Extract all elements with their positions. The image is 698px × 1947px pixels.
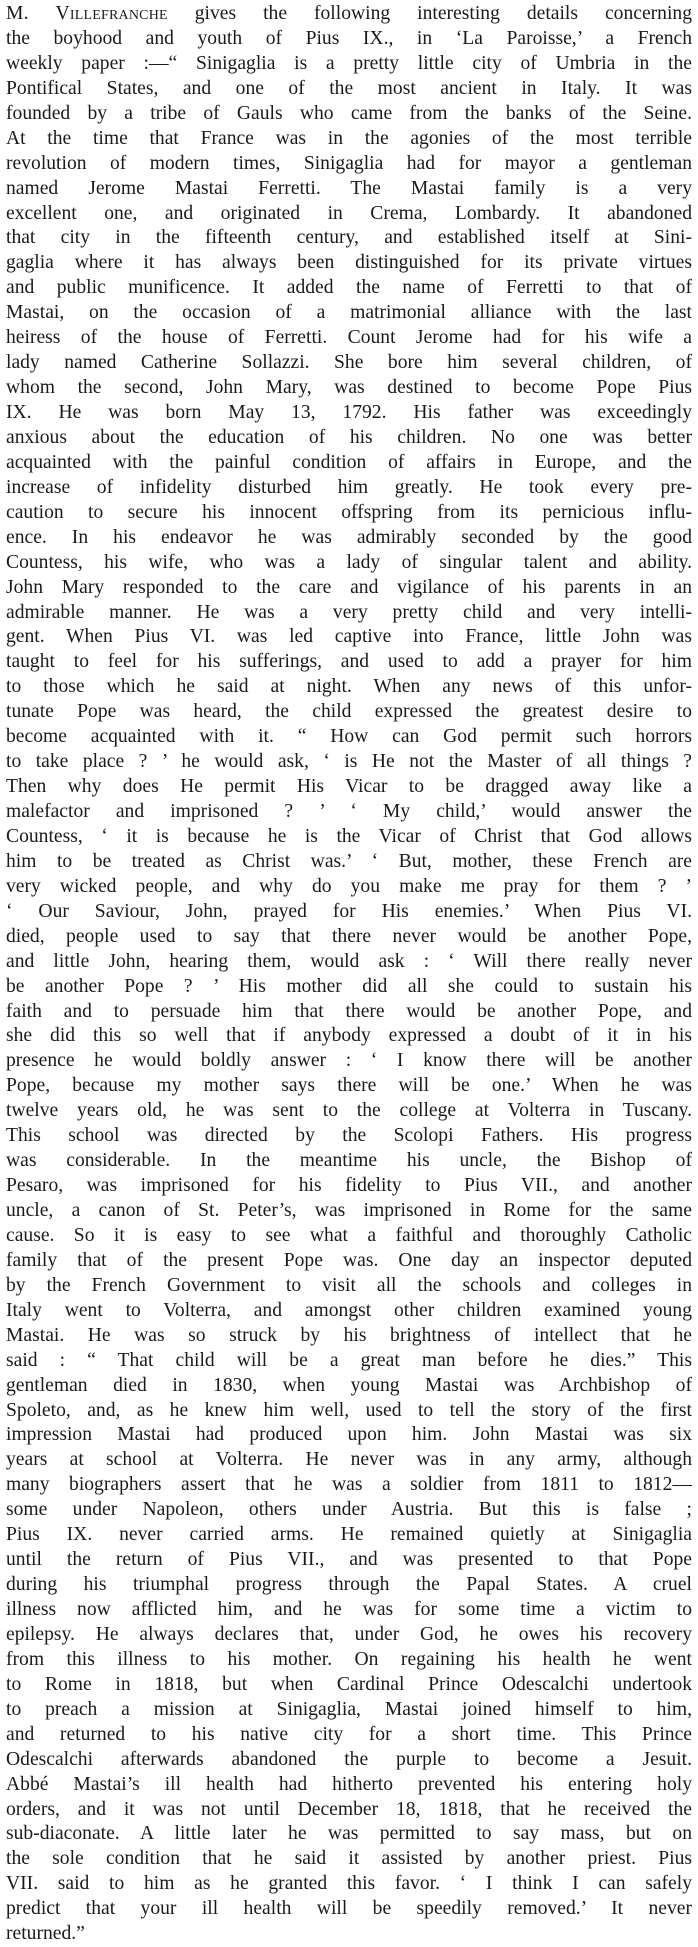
text-line: Pontifical States, and one of the most ancient in Italy. It was <box>6 77 692 99</box>
text-line: revolution of modern times, Sinigaglia had for mayor a gentleman <box>6 152 692 174</box>
text-line: during his triumphal progress through the Papal States. A cruel <box>6 1574 692 1596</box>
text-line: twelve years old, he was sent to the college at Volterra in Tuscany. <box>6 1100 692 1122</box>
text-line: him to be treated as Christ was.’ ‘ But, mother, these French are <box>6 850 692 872</box>
text-line: Pope, because my mother says there will be one.’ When he was <box>6 1075 692 1097</box>
text-line: orders, and it was not until December 18, 1818, that he received the <box>6 1798 692 1820</box>
text-line: to take place ? ’ he would ask, ‘ is He not the Master of all things ? <box>6 751 692 773</box>
text-line: acquainted with the painful condition of affairs in Europe, and the <box>6 451 692 473</box>
text-line: increase of infidelity disturbed him greatly. He took every pre- <box>6 476 692 498</box>
text-line: weekly paper :—“ Sinigaglia is a pretty little city of Umbria in the <box>6 52 692 74</box>
text-line: Abbé Mastai’s ill health had hitherto prevented his entering holy <box>6 1773 692 1795</box>
text-line: anxious about the education of his children. No one was better <box>6 426 692 448</box>
text-line: become acquainted with it. “ How can God permit such horrors <box>6 726 692 748</box>
text-line: family that of the present Pope was. One day an inspector deputed <box>6 1249 692 1271</box>
opening-name: M. Villefranche <box>6 3 168 24</box>
text-line: ‘ Our Saviour, John, prayed for His enemies.’ When Pius VI. <box>6 900 692 922</box>
text-line: returned.” <box>6 1923 85 1945</box>
text-line: epilepsy. He always declares that, under God, he owes his recovery <box>6 1623 692 1645</box>
text-line: This school was directed by the Scolopi Fathers. His progress <box>6 1125 692 1147</box>
text-line: excellent one, and originated in Crema, Lombardy. It abandoned <box>6 202 692 224</box>
text-line: gentleman died in 1830, when young Mastai was Archbishop of <box>6 1374 692 1396</box>
text-line: Mastai, on the occasion of a matrimonial alliance with the last <box>6 302 692 324</box>
article-text <box>6 2 692 1947</box>
text-line: be another Pope ? ’ His mother did all she could to sustain his <box>6 975 692 997</box>
text-line: to those which he said at night. When any news of this unfor- <box>6 676 692 698</box>
text-line: Pius IX. never carried arms. He remained quietly at Sinigaglia <box>6 1524 692 1546</box>
text-line: IX. He was born May 13, 1792. His father was exceedingly <box>6 402 692 423</box>
text-line: illness now afflicted him, and he was for some time a victim to <box>6 1599 692 1620</box>
text-line: caution to secure his innocent offspring from its pernicious influ- <box>6 501 692 523</box>
text-line: Countess, his wife, who was a lady of singular talent and ability. <box>6 551 692 573</box>
text-line: impression Mastai had produced upon him. John Mastai was six <box>6 1424 692 1446</box>
text-line: she did this so well that if anybody expressed a doubt of it in his <box>6 1025 692 1047</box>
text-line: very wicked people, and why do you make me pray for them ? ’ <box>6 875 692 897</box>
text-line: uncle, a canon of St. Peter’s, was imprisoned in Rome for the same <box>6 1200 692 1221</box>
text-line: gaglia where it has always been distinguished for its private virtues <box>6 252 692 274</box>
text-line <box>6 2 692 27</box>
text-line: At the time that France was in the agonies of the most terrible <box>6 127 692 149</box>
text-line: to preach a mission at Sinigaglia, Mastai joined himself to him, <box>6 1698 692 1720</box>
text-line: and public munificence. It added the name of Ferretti to that of <box>6 277 692 299</box>
text-line: Spoleto, and, as he knew him well, used to tell the story of the first <box>6 1399 692 1421</box>
text-line: tunate Pope was heard, the child expressed the greatest desire to <box>6 701 692 723</box>
text-line: founded by a tribe of Gauls who came from the banks of the Seine. <box>6 102 692 124</box>
text-line: Countess, ‘ it is because he is the Vicar of Christ that God allows <box>6 825 692 847</box>
text-line: Odescalchi afterwards abandoned the purple to become a Jesuit. <box>6 1748 692 1770</box>
text-line: the sole condition that he said it assisted by another priest. Pius <box>6 1848 692 1870</box>
text-line: that city in the fifteenth century, and established itself at Sini- <box>6 227 692 249</box>
text-line: died, people used to say that there never would be another Pope, <box>6 925 692 947</box>
text-line: admirable manner. He was a very pretty child and very intelli- <box>6 601 692 623</box>
text-line: and returned to his native city for a short time. This Prince <box>6 1723 692 1745</box>
text-line: taught to feel for his sufferings, and used to add a prayer for him <box>6 651 692 673</box>
text-line: malefactor and imprisoned ? ’ ‘ My child,’ would answer the <box>6 801 692 822</box>
text-line: Italy went to Volterra, and amongst other children examined young <box>6 1299 692 1321</box>
text-line: was considerable. In the meantime his uncle, the Bishop of <box>6 1150 692 1172</box>
text-line: VII. said to him as he granted this favor. ‘ I think I can safely <box>6 1873 692 1895</box>
text-line: presence he would boldly answer : ‘ I know there will be another <box>6 1050 692 1072</box>
text-line: Then why does He permit His Vicar to be dragged away like a <box>6 776 692 798</box>
text-line: John Mary responded to the care and vigilance of his parents in an <box>6 576 692 598</box>
line-text: gives the following interesting details concerning <box>167 3 692 24</box>
text-line: Pesaro, was imprisoned for his fidelity to Pius VII., and another <box>6 1175 692 1197</box>
text-line: Mastai. He was so struck by his brightness of intellect that he <box>6 1324 692 1346</box>
text-line: years at school at Volterra. He never was in any army, although <box>6 1449 692 1471</box>
text-line: gent. When Pius VI. was led captive into France, little John was <box>6 626 692 648</box>
text-line: many biographers assert that he was a soldier from 1811 to 1812— <box>6 1474 692 1496</box>
text-line: the boyhood and youth of Pius IX., in ‘La Paroisse,’ a French <box>6 27 692 49</box>
text-line: from this illness to his mother. On regaining his health he went <box>6 1648 692 1670</box>
text-line: predict that your ill health will be speedily removed.’ It never <box>6 1898 692 1920</box>
text-line: some under Napoleon, others under Austria. But this is false ; <box>6 1499 692 1521</box>
text-line: by the French Government to visit all the schools and colleges in <box>6 1274 692 1296</box>
text-line: until the return of Pius VII., and was presented to that Pope <box>6 1549 692 1571</box>
text-line: whom the second, John Mary, was destined to become Pope Pius <box>6 377 692 399</box>
text-line: cause. So it is easy to see what a faithful and thoroughly Catholic <box>6 1224 692 1246</box>
text-line: and little John, hearing them, would ask : ‘ Will there really never <box>6 950 692 972</box>
text-line: sub-diaconate. A little later he was permitted to say mass, but on <box>6 1823 692 1845</box>
text-line: heiress of the house of Ferretti. Count Jerome had for his wife a <box>6 327 692 349</box>
text-line: to Rome in 1818, but when Cardinal Prince Odescalchi undertook <box>6 1673 692 1695</box>
text-line: said : “ That child will be a great man before he dies.” This <box>6 1349 692 1371</box>
text-line: named Jerome Mastai Ferretti. The Mastai family is a very <box>6 177 692 199</box>
text-line: lady named Catherine Sollazzi. She bore him several children, of <box>6 352 692 374</box>
text-line: faith and to persuade him that there would be another Pope, and <box>6 1000 692 1022</box>
text-line: ence. In his endeavor he was admirably seconded by the good <box>6 526 692 548</box>
